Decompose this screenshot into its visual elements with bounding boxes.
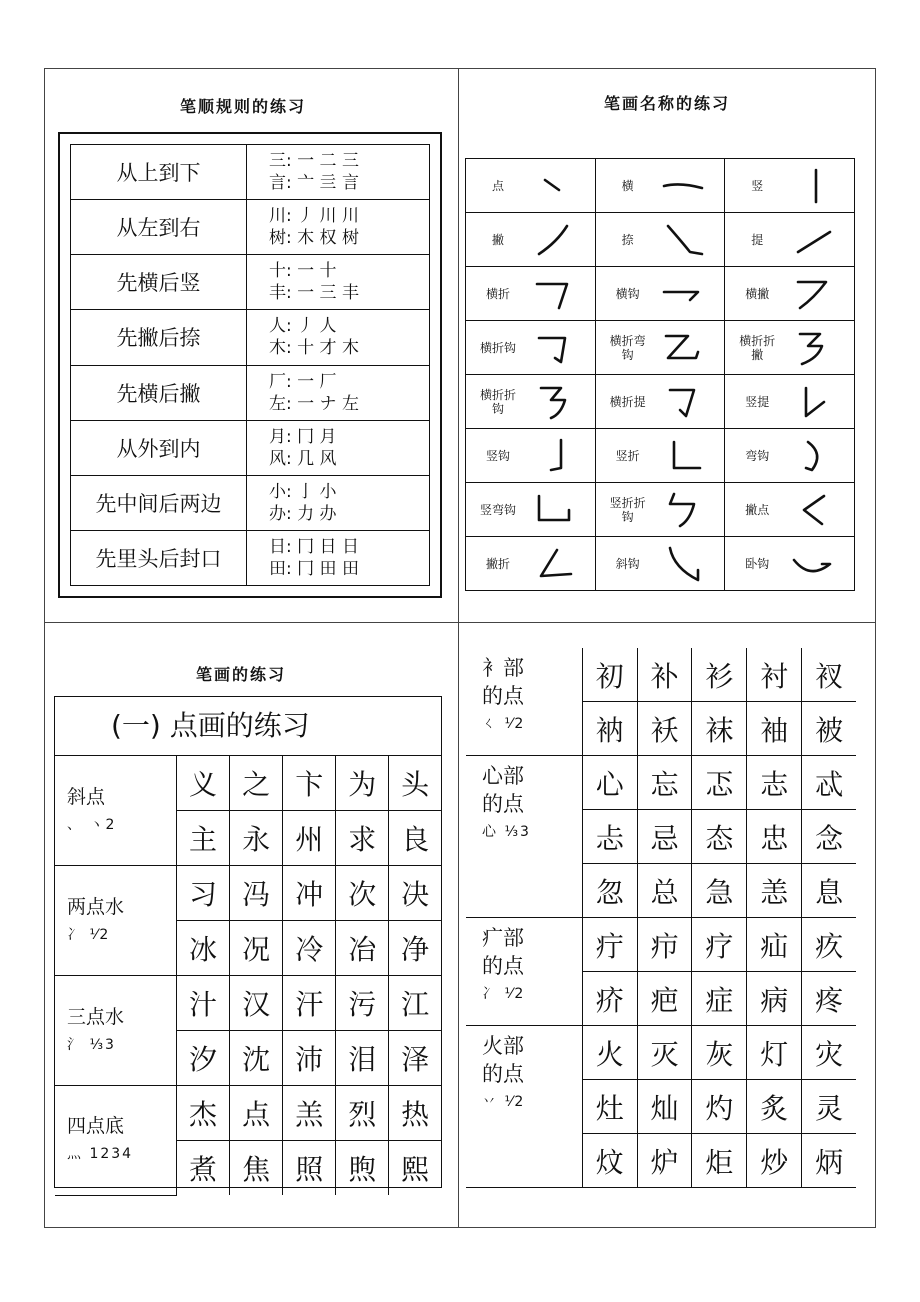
example-line: 十: 一 十 xyxy=(269,261,337,282)
radical-label xyxy=(466,756,582,918)
example-line: 丰: 一 三 丰 xyxy=(269,283,359,304)
stroke-cell xyxy=(725,159,855,213)
radical-character: 忽 xyxy=(582,864,637,918)
stroke-cell xyxy=(595,375,725,429)
practice-character: 汁 xyxy=(177,976,230,1031)
radical-character: 志 xyxy=(747,756,802,810)
stroke-cell xyxy=(466,321,596,375)
stroke-name: 竖弯钩 xyxy=(479,502,516,517)
radical-character: 症 xyxy=(692,972,747,1026)
practice-character: 求 xyxy=(336,811,389,866)
radical-character: 灭 xyxy=(637,1026,692,1080)
radical-strokes: 丷 ⅟2 xyxy=(482,1094,526,1110)
radical-row xyxy=(466,1026,856,1080)
radical-row xyxy=(466,756,856,810)
stroke-name: 撇 xyxy=(491,232,504,247)
falling-dot-stroke-icon xyxy=(790,490,836,530)
group-name: 两点水 xyxy=(67,895,125,918)
rule-label: 先撇后捺 xyxy=(71,310,247,365)
practice-character: 烈 xyxy=(336,1086,389,1141)
radical-character: 衩 xyxy=(802,648,856,702)
practice-row xyxy=(55,976,441,1031)
stroke-name: 竖 xyxy=(751,178,764,193)
radical-row xyxy=(466,918,856,972)
rule-label: 先横后撇 xyxy=(71,365,247,420)
stroke-names-title: 笔画名称的练习 xyxy=(604,94,731,113)
group-strokes: 、 ヽ2 xyxy=(67,816,117,833)
rule-label: 先横后竖 xyxy=(71,255,247,310)
practice-character: 况 xyxy=(230,921,283,976)
stroke-cell xyxy=(466,537,596,591)
practice-character: 冲 xyxy=(283,866,336,921)
practice-row xyxy=(55,866,441,921)
practice-character: 煦 xyxy=(336,1141,389,1196)
radical-character: 疚 xyxy=(802,918,856,972)
stroke-name: 横 xyxy=(621,178,634,193)
horizontal-hook-stroke-icon xyxy=(660,274,706,314)
practice-character: 焦 xyxy=(230,1141,283,1196)
stroke-cell xyxy=(725,537,855,591)
practice-character: 泪 xyxy=(336,1031,389,1086)
stroke-cell xyxy=(466,483,596,537)
stroke-cell xyxy=(466,267,596,321)
stroke-name: 横折弯钩 xyxy=(609,333,646,362)
practice-character: 冶 xyxy=(336,921,389,976)
rule-examples xyxy=(247,530,430,585)
radical-character: 急 xyxy=(692,864,747,918)
radical-character: 忑 xyxy=(692,756,747,810)
stroke-cell xyxy=(466,159,596,213)
stroke-cell xyxy=(595,159,725,213)
practice-character: 冯 xyxy=(230,866,283,921)
group-label xyxy=(55,756,177,866)
radical-character: 灼 xyxy=(692,1080,747,1134)
example-line: 小: 亅 小 xyxy=(269,481,337,502)
practice-character: 泽 xyxy=(389,1031,441,1086)
group-label xyxy=(55,1086,177,1196)
stroke-cell xyxy=(725,213,855,267)
dot-practice-heading: (一) 点画的练习 xyxy=(55,697,441,756)
practice-character: 净 xyxy=(389,921,441,976)
vertical-rising-stroke-icon xyxy=(790,382,836,422)
stroke-name: 撇点 xyxy=(745,502,770,517)
bend-hook-stroke-icon xyxy=(790,436,836,476)
radical-strokes: 心 ⅓3 xyxy=(482,824,531,840)
horizontal-turn-bend-hook-stroke-icon xyxy=(660,328,706,368)
example-line: 办: 力 办 xyxy=(269,503,337,524)
vertical-turn-stroke-icon xyxy=(660,436,706,476)
practice-character: 良 xyxy=(389,811,441,866)
stroke-names-grid xyxy=(465,158,855,591)
stroke-cell xyxy=(595,267,725,321)
radical-character: 灵 xyxy=(802,1080,856,1134)
radical-character: 忌 xyxy=(637,810,692,864)
practice-character: 永 xyxy=(230,811,283,866)
practice-character: 为 xyxy=(336,756,389,811)
example-line: 日: 冂 日 日 xyxy=(269,536,359,557)
stroke-order-table xyxy=(58,132,442,598)
radical-name: 疒部 xyxy=(482,926,524,950)
slant-hook-stroke-icon xyxy=(660,544,706,584)
practice-character: 沛 xyxy=(283,1031,336,1086)
radical-character: 灰 xyxy=(692,1026,747,1080)
dot-practice-box xyxy=(54,696,442,1188)
radical-practice-table xyxy=(466,648,856,1188)
practice-character: 汗 xyxy=(283,976,336,1031)
radical-label xyxy=(466,648,582,756)
practice-character: 汉 xyxy=(230,976,283,1031)
stroke-name: 横折折钩 xyxy=(479,387,516,416)
example-line: 言: 亠 亖 言 xyxy=(269,173,359,194)
stroke-name: 弯钩 xyxy=(745,448,770,463)
example-line: 三: 一 二 三 xyxy=(269,151,359,172)
radical-character: 疤 xyxy=(637,972,692,1026)
practice-character: 污 xyxy=(336,976,389,1031)
radical-character: 炆 xyxy=(582,1134,637,1188)
stroke-name: 撇折 xyxy=(485,556,510,571)
practice-character: 沈 xyxy=(230,1031,283,1086)
practice-character: 决 xyxy=(389,866,441,921)
horizontal-turn-turn-hook-stroke-icon xyxy=(531,382,577,422)
practice-character: 义 xyxy=(177,756,230,811)
stroke-name: 横折提 xyxy=(609,394,646,409)
radical-character: 疔 xyxy=(582,918,637,972)
radical-character: 炉 xyxy=(637,1134,692,1188)
radical-strokes: ㄑ ⅟2 xyxy=(482,716,526,732)
radical-dot-label: 的点 xyxy=(482,954,524,978)
stroke-name: 横折折撇 xyxy=(739,333,776,362)
example-line: 木: 十 才 木 xyxy=(269,338,359,359)
rule-label: 从上到下 xyxy=(71,145,247,200)
radical-character: 疝 xyxy=(747,918,802,972)
stroke-name: 斜钩 xyxy=(615,556,640,571)
radical-label xyxy=(466,918,582,1026)
practice-character: 煮 xyxy=(177,1141,230,1196)
stroke-cell xyxy=(595,321,725,375)
stroke-cell xyxy=(595,429,725,483)
practice-character: 热 xyxy=(389,1086,441,1141)
practice-character: 习 xyxy=(177,866,230,921)
radical-character: 疥 xyxy=(582,972,637,1026)
practice-character: 江 xyxy=(389,976,441,1031)
radical-label xyxy=(466,1026,582,1188)
radical-character: 炒 xyxy=(747,1134,802,1188)
example-line: 厂: 一 厂 xyxy=(269,371,337,392)
stroke-name: 卧钩 xyxy=(745,556,770,571)
stroke-practice-title: 笔画的练习 xyxy=(196,665,287,684)
radical-character: 灶 xyxy=(582,1080,637,1134)
stroke-order-row xyxy=(71,310,430,365)
stroke-name: 竖提 xyxy=(745,394,770,409)
radical-character: 心 xyxy=(582,756,637,810)
stroke-cell xyxy=(595,537,725,591)
rule-label: 先中间后两边 xyxy=(71,475,247,530)
stroke-cell xyxy=(725,429,855,483)
radical-character: 灾 xyxy=(802,1026,856,1080)
practice-character: 主 xyxy=(177,811,230,866)
practice-character: 之 xyxy=(230,756,283,811)
stroke-name: 横钩 xyxy=(615,286,640,301)
practice-row xyxy=(55,1086,441,1141)
vertical-hook-stroke-icon xyxy=(531,436,577,476)
rule-examples xyxy=(247,475,430,530)
example-line: 树: 木 权 树 xyxy=(269,228,359,249)
radical-dot-label: 的点 xyxy=(482,1062,524,1086)
radical-character: 总 xyxy=(637,864,692,918)
stroke-order-row xyxy=(71,145,430,200)
horizontal-divider xyxy=(44,622,876,623)
rule-examples xyxy=(247,310,430,365)
horizontal-left-falling-stroke-icon xyxy=(790,274,836,314)
radical-strokes: 冫 ⅟2 xyxy=(482,986,526,1002)
stroke-cell xyxy=(595,213,725,267)
radical-character: 恙 xyxy=(747,864,802,918)
stroke-cell xyxy=(466,213,596,267)
group-label xyxy=(55,976,177,1086)
group-name: 四点底 xyxy=(67,1115,125,1138)
stroke-cell xyxy=(725,267,855,321)
stroke-name: 点 xyxy=(491,178,504,193)
rule-examples xyxy=(247,145,430,200)
stroke-order-row xyxy=(71,365,430,420)
practice-character: 羔 xyxy=(283,1086,336,1141)
example-line: 月: 冂 月 xyxy=(269,426,337,447)
practice-character: 冷 xyxy=(283,921,336,976)
stroke-cell xyxy=(466,375,596,429)
stroke-order-row xyxy=(71,255,430,310)
radical-character: 炬 xyxy=(692,1134,747,1188)
radical-character: 灿 xyxy=(637,1080,692,1134)
radical-character: 忠 xyxy=(747,810,802,864)
stroke-name: 横折钩 xyxy=(479,340,516,355)
radical-character: 病 xyxy=(747,972,802,1026)
radical-name: 衤部 xyxy=(482,656,524,680)
stroke-name: 横折 xyxy=(485,286,510,301)
stroke-name: 横撇 xyxy=(745,286,770,301)
example-line: 左: 一 ナ 左 xyxy=(269,393,359,414)
radical-character: 疗 xyxy=(692,918,747,972)
stroke-order-row xyxy=(71,420,430,475)
horizontal-turn-stroke-icon xyxy=(531,274,577,314)
radical-character: 念 xyxy=(802,810,856,864)
left-falling-stroke-icon xyxy=(531,220,577,260)
radical-character: 态 xyxy=(692,810,747,864)
vertical-bend-hook-stroke-icon xyxy=(531,490,577,530)
practice-character: 照 xyxy=(283,1141,336,1196)
stroke-cell xyxy=(725,483,855,537)
radical-character: 疼 xyxy=(802,972,856,1026)
radical-character: 被 xyxy=(802,702,856,756)
rising-stroke-icon xyxy=(790,220,836,260)
vertical-turn-turn-hook-stroke-icon xyxy=(660,490,706,530)
group-name: 斜点 xyxy=(67,785,106,808)
group-strokes: 灬 1234 xyxy=(67,1146,134,1163)
rule-examples xyxy=(247,420,430,475)
example-line: 川: 丿 川 川 xyxy=(269,206,359,227)
lying-hook-stroke-icon xyxy=(790,544,836,584)
group-strokes: 冫 ⅟2 xyxy=(67,926,111,943)
practice-character: 冰 xyxy=(177,921,230,976)
rule-examples xyxy=(247,200,430,255)
stroke-order-row xyxy=(71,200,430,255)
dot-stroke-icon xyxy=(531,166,577,206)
example-line: 田: 冂 田 田 xyxy=(269,558,359,579)
stroke-name: 捺 xyxy=(621,232,634,247)
radical-character: 袄 xyxy=(637,702,692,756)
rule-examples xyxy=(247,365,430,420)
right-falling-stroke-icon xyxy=(660,220,706,260)
stroke-cell xyxy=(725,375,855,429)
practice-character: 头 xyxy=(389,756,441,811)
radical-character: 袖 xyxy=(747,702,802,756)
stroke-name: 竖折折钩 xyxy=(609,495,646,524)
radical-name: 心部 xyxy=(482,764,524,788)
radical-character: 息 xyxy=(802,864,856,918)
stroke-cell xyxy=(725,321,855,375)
radical-character: 袜 xyxy=(692,702,747,756)
practice-character: 次 xyxy=(336,866,389,921)
practice-character: 州 xyxy=(283,811,336,866)
group-name: 三点水 xyxy=(67,1005,125,1028)
radical-character: 忒 xyxy=(802,756,856,810)
horizontal-turn-turn-falling-stroke-icon xyxy=(790,328,836,368)
stroke-cell xyxy=(466,429,596,483)
rule-label: 从左到右 xyxy=(71,200,247,255)
stroke-order-title: 笔顺规则的练习 xyxy=(180,97,307,116)
radical-name: 火部 xyxy=(482,1034,524,1058)
practice-character: 卞 xyxy=(283,756,336,811)
example-line: 风: 几 风 xyxy=(269,448,337,469)
horizontal-stroke-icon xyxy=(660,166,706,206)
radical-character: 衬 xyxy=(747,648,802,702)
radical-character: 火 xyxy=(582,1026,637,1080)
practice-character: 熙 xyxy=(389,1141,441,1196)
horizontal-turn-rising-stroke-icon xyxy=(660,382,706,422)
radical-dot-label: 的点 xyxy=(482,792,524,816)
vertical-divider xyxy=(458,68,459,1228)
radical-character: 忐 xyxy=(582,810,637,864)
practice-character: 点 xyxy=(230,1086,283,1141)
group-label xyxy=(55,866,177,976)
radical-character: 补 xyxy=(637,648,692,702)
rule-label: 先里头后封口 xyxy=(71,530,247,585)
stroke-name: 竖折 xyxy=(615,448,640,463)
radical-character: 灯 xyxy=(747,1026,802,1080)
radical-dot-label: 的点 xyxy=(482,684,524,708)
radical-character: 衫 xyxy=(692,648,747,702)
radical-row xyxy=(466,648,856,702)
stroke-name: 竖钩 xyxy=(485,448,510,463)
horizontal-turn-hook-stroke-icon xyxy=(531,328,577,368)
rule-examples xyxy=(247,255,430,310)
practice-character: 汐 xyxy=(177,1031,230,1086)
radical-character: 炙 xyxy=(747,1080,802,1134)
example-line: 人: 丿 人 xyxy=(269,316,337,337)
stroke-name: 提 xyxy=(751,232,764,247)
group-strokes: 氵 ⅓3 xyxy=(67,1036,116,1053)
falling-turn-stroke-icon xyxy=(531,544,577,584)
stroke-cell xyxy=(595,483,725,537)
stroke-order-row xyxy=(71,475,430,530)
practice-character: 杰 xyxy=(177,1086,230,1141)
radical-character: 忘 xyxy=(637,756,692,810)
vertical-stroke-icon xyxy=(790,166,836,206)
practice-row xyxy=(55,756,441,811)
radical-character: 炳 xyxy=(802,1134,856,1188)
rule-label: 从外到内 xyxy=(71,420,247,475)
stroke-order-row xyxy=(71,530,430,585)
radical-character: 衲 xyxy=(582,702,637,756)
radical-character: 初 xyxy=(582,648,637,702)
radical-character: 疖 xyxy=(637,918,692,972)
